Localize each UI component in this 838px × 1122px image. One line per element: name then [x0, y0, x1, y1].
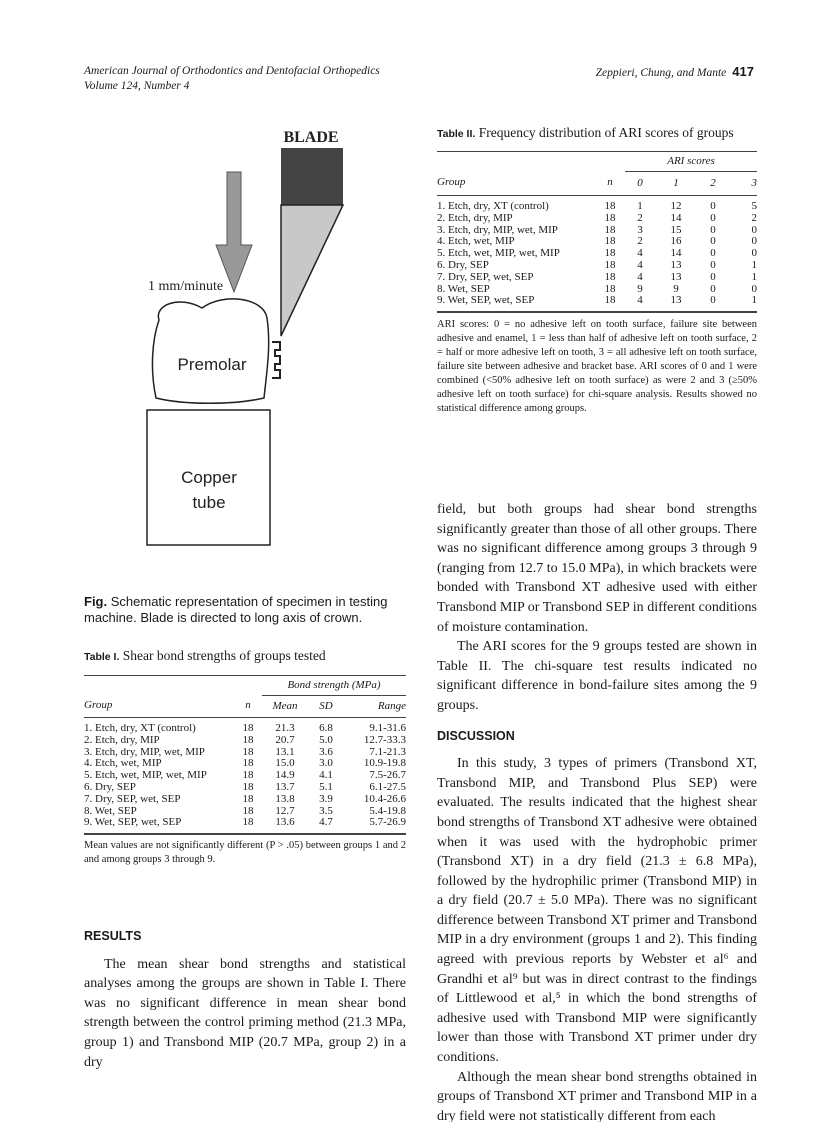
table-label: Table II. [437, 128, 476, 140]
table-cell: 15 [670, 223, 682, 236]
table-row [84, 817, 406, 829]
table-2 [437, 125, 757, 416]
table-cell: 1. Etch, dry, XT (control) [84, 722, 196, 735]
table-cell: 13 [670, 259, 682, 272]
table-cell: 18 [604, 282, 616, 295]
table-cell: 5.7-26.9 [369, 816, 406, 829]
paragraph: The ARI scores for the 9 groups tested are shown in Table II. The chi-square test results indicated no significant difference in bond-failure sites among the 9 groups. [437, 639, 757, 713]
page-number: 417 [732, 64, 754, 79]
table-row [437, 196, 757, 213]
table-cell: 14.9 [275, 769, 295, 782]
table-cell: 18 [604, 223, 616, 236]
table-cell: 5.4-19.8 [369, 804, 406, 817]
table-cell: 13.1 [275, 745, 295, 758]
journal-volume: Volume 124, Number 4 [84, 80, 190, 92]
table-cell: 3. Etch, dry, MIP, wet, MIP [84, 745, 205, 758]
table-cell: 20.7 [275, 733, 295, 746]
table-cell: 6. Dry, SEP [84, 781, 136, 794]
specimen-schematic [84, 120, 414, 560]
table-cell: 1 [751, 294, 757, 307]
table-cell: 0 [710, 247, 716, 260]
table-cell: 18 [242, 816, 254, 829]
blade-block [281, 148, 343, 205]
table-cell: 10.4-26.6 [363, 792, 406, 805]
table-cell: 7. Dry, SEP, wet, SEP [84, 792, 181, 805]
table-cell: 13.6 [275, 816, 295, 829]
table-row [437, 213, 757, 225]
table-cell: 18 [604, 211, 616, 224]
col-header: Mean [272, 699, 298, 712]
section-heading: DISCUSSION [437, 728, 515, 743]
table-cell: 3.9 [319, 792, 333, 805]
table-title: Shear bond strengths of groups tested [122, 648, 326, 663]
table-title: Frequency distribution of ARI scores of groups [478, 125, 734, 140]
table-cell: 9 [673, 282, 679, 295]
table-cell: 0 [751, 223, 757, 236]
premolar-label: Premolar [177, 355, 247, 374]
table-cell: 0 [710, 211, 716, 224]
table-label: Table I. [84, 651, 120, 663]
table-cell: 1 [637, 200, 643, 213]
col-header: 2 [710, 176, 716, 189]
table-cell: 5.1 [319, 781, 333, 794]
table-cell: 5.0 [319, 733, 333, 746]
table-row [437, 295, 757, 307]
table-cell: 9. Wet, SEP, wet, SEP [437, 294, 535, 307]
col-header: n [607, 176, 613, 189]
table-cell: 18 [604, 294, 616, 307]
table-cell: 9 [637, 282, 643, 295]
table-cell: 18 [242, 722, 254, 735]
table-cell: 18 [242, 792, 254, 805]
col-header: 1 [673, 176, 679, 189]
copper-label: Copper [181, 468, 237, 487]
authors: Zeppieri, Chung, and Mante [595, 67, 727, 79]
table-cell: 0 [751, 282, 757, 295]
table-cell: 5. Etch, wet, MIP, wet, MIP [84, 769, 207, 782]
table-cell: 2 [637, 235, 643, 248]
table-cell: 13 [670, 294, 682, 307]
table-cell: 0 [751, 235, 757, 248]
table-cell: 16 [670, 235, 682, 248]
table-cell: 4.7 [319, 816, 333, 829]
table-cell: 0 [751, 247, 757, 260]
table-cell: 2 [637, 211, 643, 224]
table-cell: 14 [670, 211, 682, 224]
blade-edge [281, 205, 343, 336]
figure-caption [84, 594, 406, 626]
bracket-icon [272, 342, 280, 378]
table-cell: 7.1-21.3 [369, 745, 406, 758]
table-cell: 3.5 [319, 804, 333, 817]
table-cell: 3.0 [319, 757, 333, 770]
col-header: n [245, 699, 251, 712]
table-cell: 6. Dry, SEP [437, 259, 489, 272]
table-cell: 0 [710, 294, 716, 307]
col-header: 3 [751, 176, 757, 189]
span-header: ARI scores [625, 152, 757, 172]
running-header-left [84, 64, 380, 94]
table-cell: 21.3 [275, 722, 295, 735]
table-cell: 4. Etch, wet, MIP [437, 235, 515, 248]
table-cell: 18 [604, 247, 616, 260]
results-section [84, 927, 406, 1072]
table-cell: 18 [604, 235, 616, 248]
running-header-right [596, 64, 754, 81]
paragraph: In this study, 3 types of primers (Transbond XT, Transbond MIP, and Transbond Plus SEP) were evaluated. The results indicated that the highest shear bond strengths of Transbond XT adhesive were obtained when it was used with the hydrophobic primer (Transbond XT) in a dry field (21.3 ± 6.8 MPa), followed by the hydrophilic primer (Transbond MIP) in a dry field (20.7 ± 5.0 MPa). There was no significant difference between Transbond XT primer and Transbond MIP in a dry environment (groups 1 and 2). This finding agreed with previous reports by Webster et al⁶ and Grandhi et al⁹ but was in direct contrast to the findings of Littlewood et al,⁵ in which the bond strengths of adhesive used with Transbond MIP were significantly lower than those with Transbond XT primer under dry conditions. [437, 756, 757, 1066]
table-cell: 1 [751, 259, 757, 272]
table-cell: 8. Wet, SEP [437, 282, 490, 295]
table-cell: 12.7 [275, 804, 295, 817]
table-cell: 4 [637, 247, 643, 260]
figure-caption-text: Schematic representation of specimen in testing machine. Blade is directed to long axis of crown. [84, 594, 388, 625]
table-cell: 8. Wet, SEP [84, 804, 137, 817]
table-cell: 18 [242, 757, 254, 770]
col-header: Group [84, 699, 113, 712]
table-cell: 3. Etch, dry, MIP, wet, MIP [437, 223, 558, 236]
paragraph: The mean shear bond strengths and statistical analyses among the groups are shown in Table I. There was no significant difference in mean shear bond strength between the control priming method (21.3 MPa, group 1) and Transbond MIP (20.7 MPa, group 2) in a dry [84, 956, 406, 1070]
table-cell: 1. Etch, dry, XT (control) [437, 200, 549, 213]
table-cell: 18 [242, 745, 254, 758]
col-header: SD [319, 699, 333, 712]
table-cell: 0 [710, 223, 716, 236]
table-cell: 9. Wet, SEP, wet, SEP [84, 816, 182, 829]
table-cell: 2. Etch, dry, MIP [84, 733, 160, 746]
table-cell: 18 [242, 804, 254, 817]
table-cell: 6.8 [319, 722, 333, 735]
table-cell: 0 [710, 259, 716, 272]
span-header: Bond strength (MPa) [262, 676, 406, 696]
table-cell: 3 [637, 223, 643, 236]
col-header: Group [437, 176, 466, 189]
journal-name: American Journal of Orthodontics and Dentofacial Orthopedics [84, 65, 380, 77]
table-cell: 7.5-26.7 [369, 769, 406, 782]
table-cell: 4.1 [319, 769, 333, 782]
table-cell: 4 [637, 270, 643, 283]
table-cell: 0 [710, 282, 716, 295]
table-cell: 18 [242, 781, 254, 794]
table-cell: 13.7 [275, 781, 295, 794]
table-cell: 4 [637, 294, 643, 307]
table-cell: 2 [751, 211, 757, 224]
table-cell: 2. Etch, dry, MIP [437, 211, 513, 224]
arrow-down-icon [216, 172, 252, 292]
table-cell: 1 [751, 270, 757, 283]
table-cell: 10.9-19.8 [363, 757, 406, 770]
table-row [84, 735, 406, 747]
table-cell: 18 [604, 200, 616, 213]
table-cell: 15.0 [275, 757, 295, 770]
table-cell: 0 [710, 200, 716, 213]
table-cell: 14 [670, 247, 682, 260]
premolar-shape [152, 299, 268, 403]
col-header: Range [377, 699, 406, 712]
table-cell: 0 [710, 235, 716, 248]
table-cell: 13.8 [275, 792, 295, 805]
paragraph: Although the mean shear bond strengths obtained in groups of Transbond XT primer and Transbond MIP in a dry field were not statistically different from each [437, 1069, 757, 1122]
table-cell: 3.6 [319, 745, 333, 758]
table-cell: 18 [242, 769, 254, 782]
figure-label: Fig. [84, 594, 108, 609]
paragraph: field, but both groups had shear bond strengths significantly greater than those of all other groups. There was no significant difference among groups 3 through 9 (ranging from 12.7 to 15.0 MPa), in which brackets were bonded with Transbond XT adhesive used with either Transbond MIP or Transbond SEP in different conditions of moisture contamination. [437, 502, 757, 635]
table-1 [84, 648, 406, 867]
table-cell: 5. Etch, wet, MIP, wet, MIP [437, 247, 560, 260]
col-header: 0 [637, 176, 643, 189]
table-cell: 0 [710, 270, 716, 283]
table-cell: 7. Dry, SEP, wet, SEP [437, 270, 534, 283]
table-cell: 13 [670, 270, 682, 283]
table-cell: 18 [604, 270, 616, 283]
table-cell: 4. Etch, wet, MIP [84, 757, 162, 770]
tube-label: tube [192, 493, 226, 512]
table-cell: 4 [637, 259, 643, 272]
table-row [84, 794, 406, 806]
table-note: Mean values are not significantly different (P > .05) between groups 1 and 2 and among groups 3 through 9. [84, 840, 406, 866]
table-row [84, 718, 406, 735]
table-cell: 5 [751, 200, 757, 213]
table-cell: 18 [604, 259, 616, 272]
speed-label: 1 mm/minute [148, 279, 224, 294]
table-cell: 12 [670, 200, 682, 213]
table-note: ARI scores: 0 = no adhesive left on tooth surface, failure site between adhesive and enamel, 1 = less than half of adhesive left on tooth surface, 2 = half or more adhesive left on tooth, 3 = all adhesive left on tooth surface, failure site between adhesive and bracket base. ARI scores of 0 and 1 were combined (<50% adhesive left on tooth surface) as were 2 and 3 (≥50% adhesive left on tooth surface) for chi-square analysis. Results showed no statistical difference among groups. [437, 319, 757, 415]
table-cell: 18 [242, 733, 254, 746]
table-cell: 6.1-27.5 [369, 781, 406, 794]
blade-label: BLADE [283, 129, 339, 146]
table-cell: 9.1-31.6 [369, 722, 406, 735]
right-column-text [437, 500, 757, 1122]
table-cell: 12.7-33.3 [363, 733, 406, 746]
table-row [437, 272, 757, 284]
section-heading: RESULTS [84, 929, 142, 943]
